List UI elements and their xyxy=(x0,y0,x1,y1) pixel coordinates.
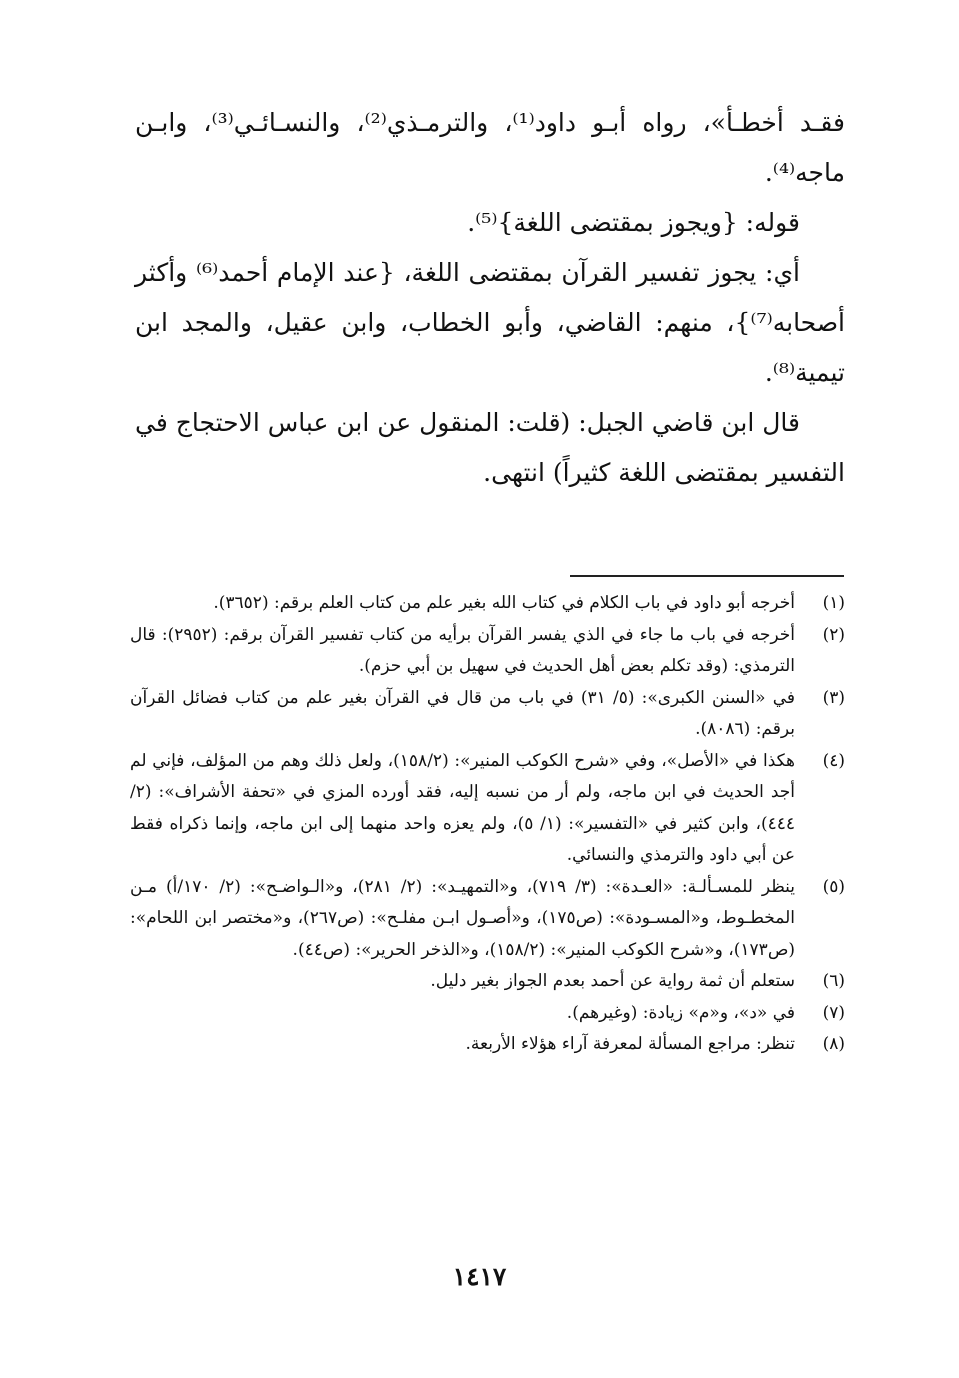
footnote-text: في «السنن الكبرى»: (٥/ ٣١) في باب من قال في القرآن بغير علم من كتاب فضائل القرآن برقم: (٨٠٨٦). xyxy=(130,687,795,739)
page-number: ١٤١٧ xyxy=(452,1262,507,1291)
footnote-number: (٤) xyxy=(822,750,845,771)
footnote-2 xyxy=(130,620,845,683)
footnote-number: (٦) xyxy=(822,971,845,991)
footnote-text: أخرجه أبو داود في باب الكلام في كتاب الله بغير علم من كتاب العلم برقم: (٣٦٥٢). xyxy=(213,593,795,613)
footnote-6 xyxy=(130,966,845,998)
footnotes xyxy=(130,588,845,1061)
main-text xyxy=(135,98,845,498)
footnote-text: تنظر: مراجع المسألة لمعرفة آراء هؤلاء الأربعة. xyxy=(465,1034,795,1054)
footnote-text: ستعلم أن ثمة رواية عن أحمد بعدم الجواز بغير دليل. xyxy=(430,971,795,991)
footnote-3 xyxy=(130,683,845,746)
paragraph-2: قوله: {ويجوز بمقتضى اللغة}⁽⁵⁾. xyxy=(467,208,800,237)
footnote-7 xyxy=(130,998,845,1030)
footnote-text: هكذا في «الأصل»، وفي «شرح الكوكب المنير»: (١٥٨/٢)، ولعل ذلك وهم من المؤلف، فإني لم أجد الحديث في ابن ماجه، ولم أر من نسبه إليه، فقد أورده المزي في «تحفة الأشراف»: (٢/ ٤٤٤)، وابن كثير في «التفسير»: (١/ ٥)، ولم يعزه واحد منهما إلى ابن ماجه، وإنما ذكراه فقط عن أبي داود والترمذي والنسائي. xyxy=(130,750,795,865)
footnote-number: (٨) xyxy=(822,1034,845,1054)
footnote-text: أخرجه في باب ما جاء في الذي يفسر القرآن برأيه من كتاب تفسير القرآن برقم: (٢٩٥٢): قال الترمذي: (وقد تكلم بعض أهل الحديث في سهيل بن أبي حزم). xyxy=(130,624,796,676)
footnote-number: (٢) xyxy=(822,624,845,645)
footnote-4 xyxy=(130,746,845,872)
footnote-number: (٧) xyxy=(822,1002,845,1023)
paragraph-4: قال ابن قاضي الجبل: (قلت: المنقول عن ابن عباس الاحتجاج في التفسير بمقتضى اللغة كثيراً) انتهى. xyxy=(135,408,845,487)
paragraph-1: فقـد أخطـأ»، رواه أبـو داود⁽¹⁾، والترمـذي⁽²⁾، والنسـائـي⁽³⁾، وابـن ماجه⁽⁴⁾. xyxy=(135,108,845,187)
footnote-8 xyxy=(130,1029,845,1061)
footnote-5 xyxy=(130,872,845,967)
footnote-text: ينظر للمسـألـة: «العـدة»: (٣/ ٧١٩)، و«التمهيـد»: (٢/ ٢٨١)، و«الـواضـح»: (٢/ ١٧٠/أ) مـن المخطـوط، و«المسـودة»: (ص١٧٥)، و«أصـول ابـن مفلـح»: (ص٢٦٧)، و«مختصر ابن اللحام»: (ص١٧٣)، و«شرح الكوكب المنير»: (١٥٨/٢)، و«الذخر الحرير»: (ص٤٤). xyxy=(130,876,796,960)
footnote-number: (٥) xyxy=(822,876,845,897)
footnote-text: في «د»، و«م» زيادة: (وغيرهم). xyxy=(566,1002,795,1023)
footnote-number: (١) xyxy=(822,593,845,613)
footnote-separator xyxy=(570,575,844,577)
paragraph-3: أي: يجوز تفسير القرآن بمقتضى اللغة، {عند الإمام أحمد⁽⁶⁾ وأكثر أصحابه⁽⁷⁾}، منهم: القاضي، وأبو الخطاب، وابن عقيل، والمجد ابن تيمية⁽⁸⁾. xyxy=(135,258,845,387)
footnote-number: (٣) xyxy=(822,687,845,708)
footnote-1 xyxy=(130,588,845,620)
